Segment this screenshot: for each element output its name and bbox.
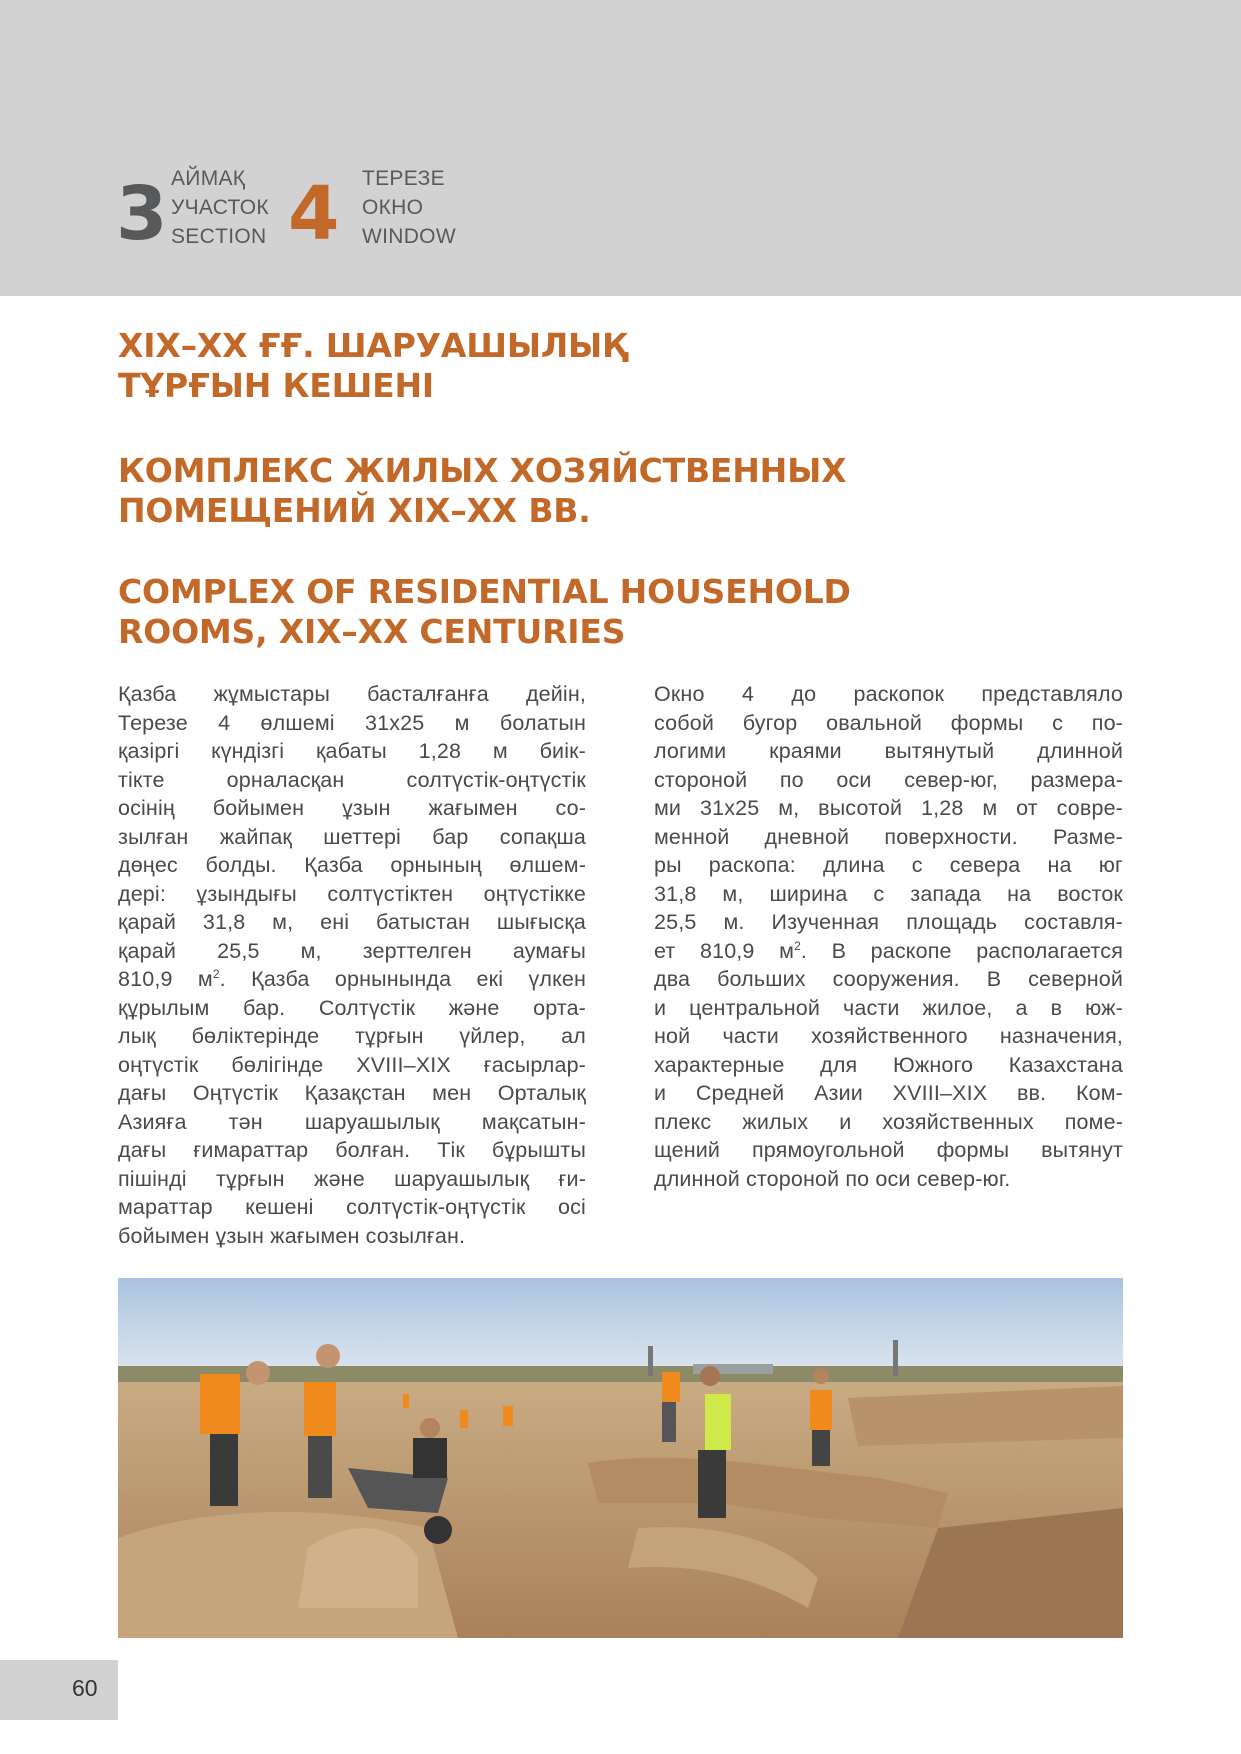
text-line: плекс жилых и хозяйственных поме- [654, 1109, 1123, 1134]
text-line: менной дневной поверхности. Разме- [654, 824, 1123, 849]
text-line: дағы Оңтүстік Қазақстан мен Орталық [118, 1081, 586, 1105]
window-labels [362, 164, 456, 251]
text-line: Терезе 4 өлшемі 31х25 м болатын [118, 710, 586, 735]
section-labels [171, 164, 269, 251]
text-line: пішінді тұрғын және шаруашылық ғи- [118, 1166, 586, 1191]
text-line: қазіргі күндізгі қабаты 1,28 м биік- [118, 739, 586, 763]
text-line: собой бугор овальной формы с по- [654, 710, 1123, 735]
body-text-russian [654, 680, 1123, 1193]
text-line: ры раскопа: длина с севера на юг [654, 853, 1123, 877]
text-line: зылған жайпақ шеттері бар сопақша [118, 824, 586, 849]
text-line: осінің бойымен ұзын жағымен со- [118, 796, 586, 820]
text-line: ми 31х25 м, высотой 1,28 м от совре- [654, 796, 1123, 820]
text-line: құрылым бар. Солтүстік және орта- [118, 995, 586, 1020]
text-line: бойымен ұзын жағымен созылған. [118, 1223, 466, 1248]
text-line: қарай 25,5 м, зерттелген аумағы [118, 938, 586, 963]
window-label-english: WINDOW [362, 225, 456, 248]
text-line: дері: ұзындығы солтүстіктен оңтүстікке [118, 881, 586, 906]
section-label-russian: УЧАСТОК [171, 196, 269, 219]
section-label-english: SECTION [171, 225, 267, 248]
text-line: 25,5 м. Изученная площадь составля- [654, 910, 1123, 934]
superscript: 2 [794, 938, 801, 953]
text-line: 31,8 м, ширина с запада на восток [654, 881, 1123, 906]
text-line: Окно 4 до раскопок представляло [654, 682, 1123, 706]
title-kazakh-line-1: XIX–XX ҒҒ. ШАРУАШЫЛЫҚ [118, 326, 628, 365]
text-line: и центральной части жилое, а в юж- [654, 995, 1123, 1020]
window-label-russian: ОКНО [362, 196, 424, 219]
excavation-photo-illustration [118, 1278, 1123, 1638]
text-line: длинной стороной по оси север-юг. [654, 1166, 1011, 1191]
text-line: и Средней Азии XVIII–XIX вв. Ком- [654, 1081, 1123, 1105]
text-line: қарай 31,8 м, ені батыстан шығысқа [118, 910, 586, 934]
text-line: дағы ғимараттар болған. Тік бұрышты [118, 1138, 586, 1162]
text-line: Қазба жұмыстары басталғанға дейін, [118, 682, 586, 706]
text-line: характерные для Южного Казахстана [654, 1052, 1123, 1077]
text-line-with-superscript [118, 965, 586, 994]
title-english-line-2: ROOMS, XIX–XX CENTURIES [118, 612, 626, 651]
excavation-photo [118, 1278, 1123, 1638]
page-number: 60 [72, 1675, 98, 1701]
text-line: два больших сооружения. В северной [654, 967, 1123, 991]
text-line: логими краями вытянутый длинной [654, 739, 1123, 763]
text-line: дөңес болды. Қазба орнының өлшем- [118, 853, 586, 877]
text-fragment: . В раскопе располагается [800, 938, 1124, 963]
text-line: ной части хозяйственного назначения, [654, 1024, 1123, 1048]
body-text-kazakh [118, 680, 586, 1250]
section-number: 3 [116, 171, 168, 257]
title-russian [118, 451, 1118, 531]
text-line: лық бөліктерінде тұрғын үйлер, ал [118, 1024, 586, 1048]
window-label-kazakh: ТЕРЕЗЕ [362, 167, 445, 190]
text-line: щений прямоугольной формы вытянут [654, 1138, 1123, 1162]
text-line: оңтүстік бөлігінде XVIII–XIX ғасырлар- [118, 1052, 586, 1077]
text-line: Азияға тән шаруашылық мақсатын- [118, 1109, 586, 1134]
window-number: 4 [288, 171, 340, 257]
title-russian-line-2: ПОМЕЩЕНИЙ XIX–XX ВВ. [118, 491, 591, 530]
title-english [118, 572, 1118, 652]
text-line-with-superscript [654, 937, 1123, 966]
text-line: мараттар кешені солтүстік-оңтүстік осі [118, 1195, 586, 1219]
text-line: стороной по оси север-юг, размера- [654, 767, 1123, 792]
section-label-kazakh: АЙМАҚ [171, 167, 246, 190]
title-kazakh-line-2: ТҰРҒЫН КЕШЕНІ [118, 366, 434, 405]
title-english-line-1: COMPLEX OF RESIDENTIAL HOUSEHOLD [118, 572, 851, 611]
superscript: 2 [212, 966, 220, 981]
text-line: тікте орналасқан солтүстік-оңтүстік [118, 767, 586, 792]
text-fragment: 810,9 м [118, 967, 213, 991]
header-band [0, 0, 1241, 296]
title-russian-line-1: КОМПЛЕКС ЖИЛЫХ ХОЗЯЙСТВЕННЫХ [118, 451, 847, 490]
page-number-tab [0, 1660, 118, 1720]
title-kazakh [118, 326, 1118, 406]
text-fragment: . Қазба орнынында екі үлкен [219, 967, 586, 991]
text-fragment: ет 810,9 м [654, 938, 795, 963]
